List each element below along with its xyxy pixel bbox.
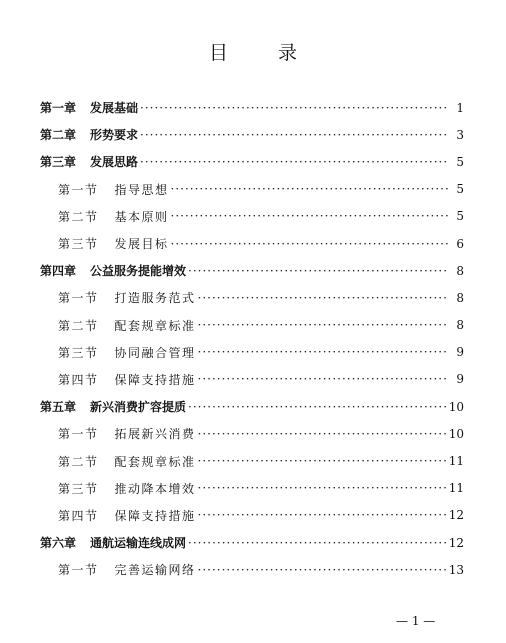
toc-entry-number: 第二节 <box>58 209 99 224</box>
toc-entry-number: 第二章 <box>40 128 77 143</box>
toc-entry-title: 发展目标 <box>114 237 169 252</box>
toc-entry-page: 10 <box>448 426 464 441</box>
dot-leader <box>171 237 448 251</box>
toc-entry-title: 指导思想 <box>114 182 169 197</box>
dot-leader <box>198 427 447 441</box>
dot-leader <box>171 182 448 196</box>
toc-entry-page: 12 <box>448 535 464 550</box>
toc-entry[interactable] <box>40 420 464 447</box>
toc-entry-number: 第三章 <box>40 155 77 170</box>
toc-entry[interactable] <box>40 556 464 583</box>
toc-entry-number: 第一节 <box>58 563 99 578</box>
toc-entry-number: 第三节 <box>58 237 99 252</box>
toc-entry[interactable] <box>40 121 464 148</box>
toc-entry-number: 第三节 <box>58 481 99 496</box>
toc-title: 目 录 <box>208 42 320 64</box>
toc-entry-title: 配套规章标准 <box>114 318 196 333</box>
toc-entry-title: 打造服务范式 <box>114 291 196 306</box>
toc-entry-page: 3 <box>456 127 464 142</box>
toc-entry[interactable] <box>40 366 464 393</box>
toc-entry-title: 基本原则 <box>114 209 169 224</box>
toc-entry-title: 完善运输网络 <box>114 563 196 578</box>
toc-entry[interactable] <box>40 502 464 529</box>
toc-entry-title: 发展基础 <box>90 101 139 116</box>
toc-entry-number: 第二节 <box>58 454 99 469</box>
toc-entry[interactable] <box>40 257 464 284</box>
toc-entry[interactable] <box>40 284 464 311</box>
toc-entry-page: 10 <box>448 399 464 414</box>
toc-entry-page: 5 <box>456 154 464 169</box>
toc-entry-page: 11 <box>448 481 464 496</box>
dot-leader <box>198 481 447 495</box>
dot-leader <box>171 209 448 223</box>
dot-leader <box>198 372 448 386</box>
toc-entry[interactable] <box>40 148 464 175</box>
toc-entry-title: 通航运输连线成网 <box>90 536 187 551</box>
dot-leader <box>188 264 448 278</box>
toc-entry[interactable] <box>40 230 464 257</box>
dot-leader <box>198 318 448 332</box>
toc-entry[interactable] <box>40 339 464 366</box>
toc-entry-number: 第五章 <box>40 400 77 415</box>
toc-entry[interactable] <box>40 176 464 203</box>
toc-entry-number: 第一节 <box>58 182 99 197</box>
page-number-footer: — 1 — <box>396 614 436 628</box>
toc-entry-title: 公益服务提能增效 <box>90 264 187 279</box>
toc-entry-title: 配套规章标准 <box>114 454 196 469</box>
toc-entry-number: 第一节 <box>58 427 99 442</box>
dot-leader <box>188 400 447 414</box>
toc-entry-title: 形势要求 <box>90 128 139 143</box>
toc-entry-title: 保障支持措施 <box>114 508 196 523</box>
dot-leader <box>198 291 448 305</box>
toc-entry[interactable] <box>40 312 464 339</box>
toc-entry-page: 8 <box>456 263 464 278</box>
toc-entry-number: 第四节 <box>58 508 99 523</box>
table-of-contents <box>40 94 464 583</box>
toc-entry-page: 12 <box>448 508 464 523</box>
dot-leader <box>140 155 448 169</box>
dot-leader <box>198 345 448 359</box>
toc-entry-title: 保障支持措施 <box>114 372 196 387</box>
toc-entry-page: 1 <box>456 100 464 115</box>
toc-entry[interactable] <box>40 529 464 556</box>
toc-entry-number: 第三节 <box>58 345 99 360</box>
toc-entry-title: 推动降本增效 <box>114 481 196 496</box>
toc-entry-title: 新兴消费扩容提质 <box>90 400 187 415</box>
dot-leader <box>140 128 448 142</box>
toc-entry-number: 第四节 <box>58 372 99 387</box>
toc-entry[interactable] <box>40 475 464 502</box>
toc-entry[interactable] <box>40 94 464 121</box>
toc-entry-page: 11 <box>448 454 464 469</box>
toc-entry[interactable] <box>40 447 464 474</box>
dot-leader <box>198 454 447 468</box>
toc-entry-page: 9 <box>456 345 464 360</box>
toc-entry-number: 第一章 <box>40 101 77 116</box>
toc-entry-number: 第一节 <box>58 291 99 306</box>
toc-entry-page: 5 <box>456 182 464 197</box>
toc-entry-number: 第二节 <box>58 318 99 333</box>
toc-entry-number: 第四章 <box>40 264 77 279</box>
toc-entry-page: 8 <box>456 290 464 305</box>
dot-leader <box>198 563 447 577</box>
dot-leader <box>198 508 447 522</box>
toc-entry[interactable] <box>40 393 464 420</box>
dot-leader <box>188 536 447 550</box>
toc-entry-page: 13 <box>448 562 464 577</box>
toc-entry-title: 协同融合管理 <box>114 345 196 360</box>
dot-leader <box>140 101 448 115</box>
toc-entry-page: 9 <box>456 372 464 387</box>
toc-entry-number: 第六章 <box>40 536 77 551</box>
toc-entry-page: 8 <box>456 318 464 333</box>
toc-entry[interactable] <box>40 203 464 230</box>
toc-entry-page: 6 <box>456 236 464 251</box>
toc-entry-title: 发展思路 <box>90 155 139 170</box>
toc-entry-title: 拓展新兴消费 <box>114 427 196 442</box>
toc-entry-page: 5 <box>456 209 464 224</box>
